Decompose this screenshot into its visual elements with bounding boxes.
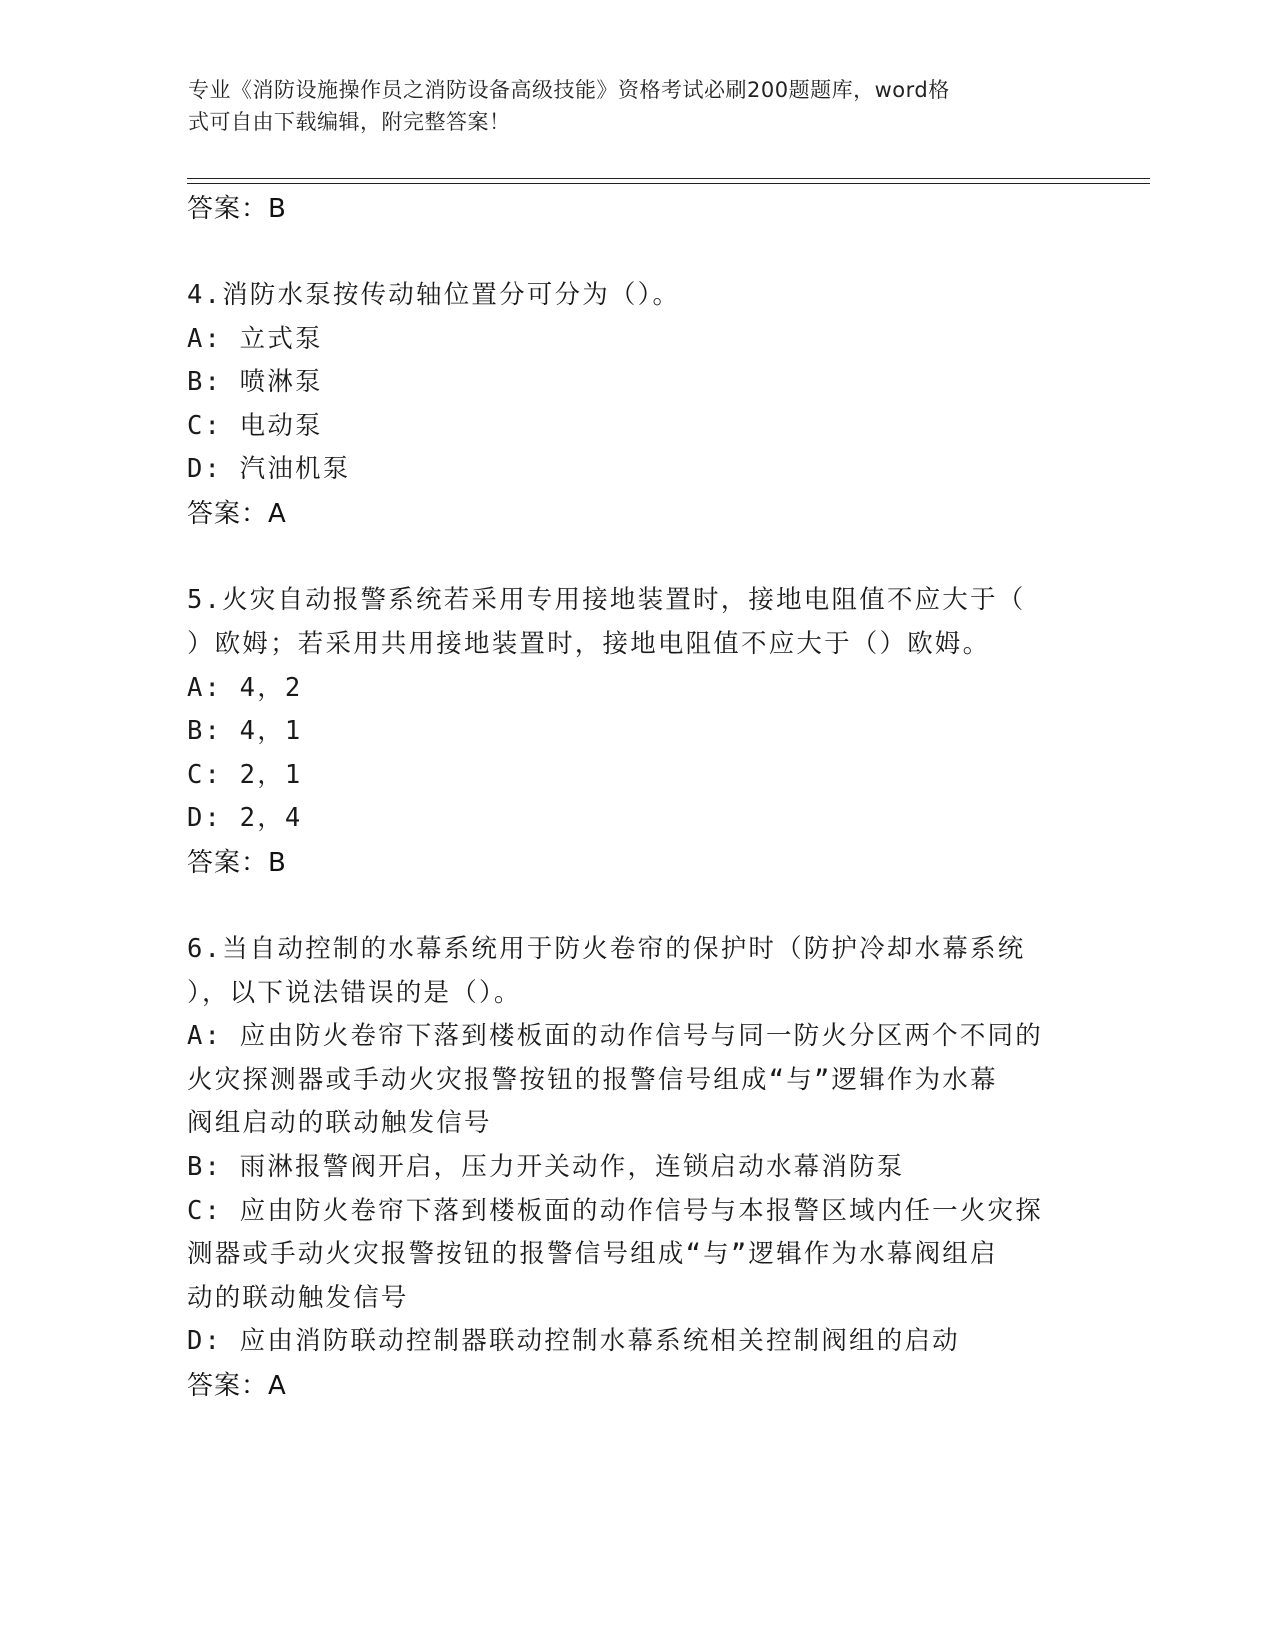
question-6-option-a-line-1: A: 应由防火卷帘下落到楼板面的动作信号与同一防火分区两个不同的 bbox=[187, 1021, 1043, 1051]
answer-q6: 答案：A bbox=[187, 1371, 287, 1401]
header-divider-top bbox=[187, 178, 1150, 179]
question-5-option-b: B: 4，1 bbox=[187, 716, 303, 746]
answer-q5: 答案：B bbox=[187, 848, 287, 878]
answer-q3: 答案：B bbox=[187, 194, 287, 224]
question-6-option-a-line-2: 火灾探测器或手动火灾报警按钮的报警信号组成“与”逻辑作为水幕 bbox=[187, 1065, 998, 1095]
header-divider-bottom bbox=[187, 183, 1150, 184]
header-line-1: 专业《消防设施操作员之消防设备高级技能》资格考试必刷200题题库，word格 bbox=[188, 78, 950, 102]
question-4-stem: 4.消防水泵按传动轴位置分可分为（）。 bbox=[187, 280, 681, 310]
question-6-option-c-line-2: 测器或手动火灾报警按钮的报警信号组成“与”逻辑作为水幕阀组启 bbox=[187, 1239, 998, 1269]
question-4-option-c: C: 电动泵 bbox=[187, 411, 323, 441]
question-5-option-d: D: 2，4 bbox=[187, 803, 303, 833]
question-6-option-b: B: 雨淋报警阀开启，压力开关动作，连锁启动水幕消防泵 bbox=[187, 1152, 905, 1182]
question-6-option-d: D: 应由消防联动控制器联动控制水幕系统相关控制阀组的启动 bbox=[187, 1326, 960, 1356]
question-5-stem-line-2: ）欧姆；若采用共用接地装置时，接地电阻值不应大于（）欧姆。 bbox=[187, 629, 991, 659]
question-4-option-a: A: 立式泵 bbox=[187, 324, 323, 354]
question-5-stem-line-1: 5.火灾自动报警系统若采用专用接地装置时，接地电阻值不应大于（ bbox=[187, 585, 1026, 615]
question-6-option-a-line-3: 阀组启动的联动触发信号 bbox=[187, 1108, 492, 1138]
answer-q4: 答案：A bbox=[187, 499, 287, 529]
question-6-stem-line-2: ），以下说法错误的是（）。 bbox=[187, 978, 522, 1008]
question-5-option-a: A: 4，2 bbox=[187, 673, 303, 703]
question-4-option-d: D: 汽油机泵 bbox=[187, 454, 351, 484]
question-6-stem-line-1: 6.当自动控制的水幕系统用于防火卷帘的保护时（防护冷却水幕系统 bbox=[187, 934, 1026, 964]
question-6-option-c-line-3: 动的联动触发信号 bbox=[187, 1283, 409, 1313]
question-4-option-b: B: 喷淋泵 bbox=[187, 367, 323, 397]
question-6-option-c-line-1: C: 应由防火卷帘下落到楼板面的动作信号与本报警区域内任一火灾探 bbox=[187, 1196, 1043, 1226]
document-header bbox=[188, 74, 1068, 138]
header-line-2: 式可自由下载编辑，附完整答案！ bbox=[188, 110, 511, 134]
question-5-option-c: C: 2，1 bbox=[187, 760, 303, 790]
